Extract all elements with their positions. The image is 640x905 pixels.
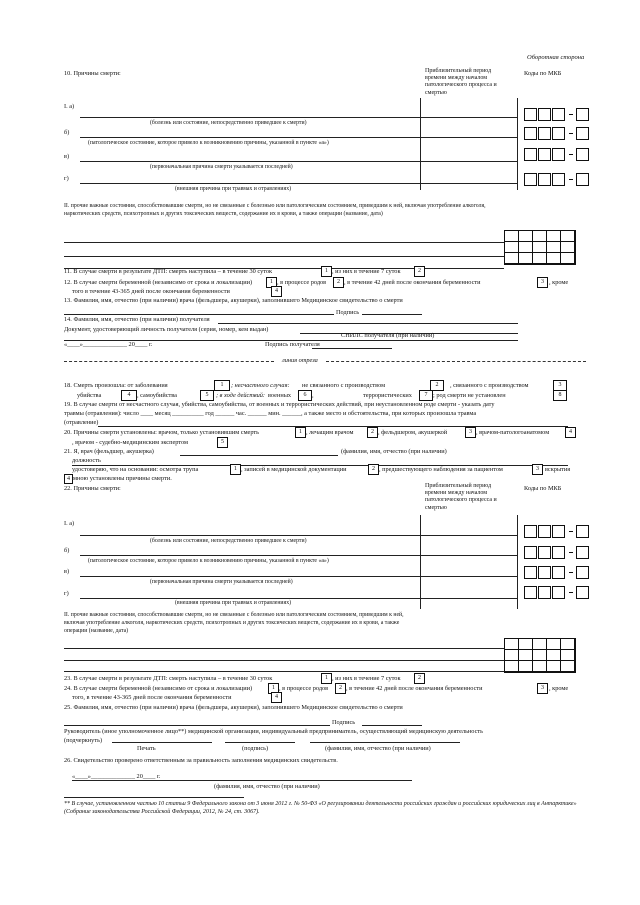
s25-head: Руководитель (иное уполномоченное лицо**) медицинской организации, индивидуальный предприниматель, осуществляющий медицинскую деятельность: [64, 728, 484, 735]
s24-line2: того, в течение 43-365 дней после окончания беременности: [72, 694, 232, 701]
section-10-part2: II. прочие важные состояния, способствовавшие смерти, но не связанные с болезнью или патологическим состоянием, приведшим к ней, включая употребление алкоголя, наркотических средств, психотропных и других токсических веществ, содержание их в крови, а также операции (название, дата): [64, 203, 486, 217]
s18-l2-b: , самоубийства: [137, 392, 177, 399]
s14-snils: СНИЛС получателя (при наличии): [341, 332, 435, 339]
s24-box-3[interactable]: 3: [537, 683, 548, 694]
s24-text: 24. В случае смерти беременной (независимо от срока и локализации): [64, 685, 253, 692]
s21-line3: удостоверяю, что на основании: осмотра трупа: [72, 466, 199, 473]
s24-box-1[interactable]: 1: [268, 683, 279, 694]
s19-line2: травмы (отравления): число ____ месяц __________ год ______ час. ______ мин. ______, а также место и обстоятельства, при которых произошла травма: [64, 410, 477, 417]
s18-box-1[interactable]: 1: [214, 380, 230, 391]
s18-box-6[interactable]: 6: [298, 390, 312, 401]
s26-date: «____»______________ 20____ г.: [72, 773, 161, 780]
page-side-label: Оборотная сторона: [527, 54, 585, 61]
s14-doc: Документ, удостоверяющий личность получателя (серия, номер, кем выдан): [64, 326, 269, 333]
s22-mkb-code-v[interactable]: [524, 566, 589, 579]
mkb-code-a[interactable]: [524, 108, 589, 121]
s12-text-b: , в процессе родов: [277, 279, 327, 286]
s18-box-2[interactable]: 2: [430, 380, 444, 391]
s18-l2-a: убийства: [77, 392, 102, 399]
s21-box-3[interactable]: 3: [532, 464, 543, 475]
section-22-part2-codes[interactable]: [504, 638, 576, 673]
s22-mkb-code-g[interactable]: [524, 586, 589, 599]
cut-line-left: [64, 361, 274, 362]
s25-fio-sub: (фамилия, имя, отчество (при наличии): [325, 745, 431, 752]
s11-text: 11. В случае смерти в результате ДТП: смерть наступила – в течение 30 суток: [64, 268, 273, 275]
s18-text-c: не связанного с производством: [302, 382, 386, 389]
s18-box-5[interactable]: 5: [200, 390, 214, 401]
s19-line3: (отравление): [64, 419, 99, 426]
s18-text-b: ; несчастного случая:: [231, 382, 290, 389]
s14-sign: Подпись получателя: [265, 341, 320, 348]
s21-line3-c: , предшествующего наблюдения за пациентом: [379, 466, 503, 473]
s22-row-v-note: (первоначальная причина смерти указывается последней): [150, 579, 293, 585]
s18-box-4[interactable]: 4: [121, 390, 137, 401]
s11-box-2[interactable]: 2: [414, 266, 425, 277]
s22-row-g-note: (внешняя причина при травмах и отравлениях): [175, 600, 292, 606]
s26-text: 26. Свидетельство проверено ответственным за правильность заполнения медицинских свидетельств.: [64, 757, 338, 764]
section-10-title: 10. Причины смерти:: [64, 70, 121, 77]
s22-row-v-label: в): [64, 568, 70, 575]
s13-text: 13. Фамилия, имя, отчество (при наличии) врача (фельдшера, акушерки), заполнившего Медицинское свидетельство о смерти: [64, 297, 403, 304]
s18-box-8[interactable]: 8: [553, 390, 567, 401]
s25-sign-sub: (подпись): [242, 745, 269, 752]
s24-box-2[interactable]: 2: [335, 683, 346, 694]
s20-box-5[interactable]: 5: [217, 437, 228, 448]
mkb-code-b[interactable]: [524, 127, 589, 140]
s25-stamp: Печать: [137, 745, 156, 752]
s20-text: 20. Причины смерти установлены: врачом, только установившим смерть: [64, 429, 260, 436]
s20-box-4[interactable]: 4: [565, 427, 576, 438]
s19-line1: 19. В случае смерти от несчастного случая, убийства, самоубийства, от военных и террористических действий, при неустановленном роде смерти - указать дату: [64, 401, 495, 408]
s12-box-4[interactable]: 4: [271, 286, 282, 297]
row-v-label: в): [64, 153, 70, 160]
s18-l2-e: ,: [312, 392, 314, 399]
row-b-label: б): [64, 129, 70, 136]
s21-line4: мною установлены причины смерти.: [73, 475, 172, 482]
s21-position: должность: [72, 457, 101, 464]
s12-box-1[interactable]: 1: [266, 277, 277, 288]
s25-sign: Подпись: [332, 719, 356, 726]
s23-box-1[interactable]: 1: [321, 673, 332, 684]
section-22-part2: II. прочие важные состояния, способствовавшие смерти, но не связанные с болезнью или патологическим состоянием, приведшим к ней, включая употребление алкоголя, наркотических средств, психотропных и других токсических веществ, содержание их в крови, а также операции (название, дата): [64, 612, 404, 634]
s20-text-d: , врачом-патологоанатомом: [476, 429, 550, 436]
s22-row-a-label: I. а): [64, 520, 75, 527]
cut-line-right: [326, 361, 586, 362]
s26-fio-sub: (фамилия, имя, отчество (при наличии): [214, 783, 320, 790]
s20-text-c: , фельдшером, акушеркой: [378, 429, 448, 436]
s12-text-d: , кроме: [549, 279, 569, 286]
s22-row-a-note: (болезнь или состояние, непосредственно приведшее к смерти): [150, 538, 307, 544]
s18-l2-c: ; в ходе действий:: [216, 392, 265, 399]
row-b-note: (патологическое состояние, которое привело к возникновению причины, указанной в пункте «а»): [88, 140, 329, 146]
s18-l2-f: террористических: [363, 392, 412, 399]
s24-box-4[interactable]: 4: [271, 692, 282, 703]
s21-fio-label: (фамилия, имя, отчество (при наличии): [341, 448, 447, 455]
s20-box-1[interactable]: 1: [295, 427, 306, 438]
s21-text: 21. Я, врач (фельдшер, акушерка): [64, 448, 154, 455]
mkb-code-g[interactable]: [524, 173, 589, 186]
s12-box-2[interactable]: 2: [333, 277, 344, 288]
s21-line3-d: вскрытия: [545, 466, 571, 473]
s20-box-3[interactable]: 3: [465, 427, 476, 438]
s18-text: 18. Смерть произошла: от заболевания: [64, 382, 168, 389]
row-g-label: г): [64, 175, 69, 182]
s23-text-b: , из них в течение 7 суток: [332, 675, 401, 682]
s24-text-c: , в течение 42 дней после окончания беременности: [346, 685, 483, 692]
s21-box-4[interactable]: 4: [64, 474, 73, 484]
cut-line-label: линия отреза: [282, 357, 318, 364]
s25-head-sub: (подчеркнуть): [64, 737, 103, 744]
s11-text-b: , из них в течение 7 суток: [332, 268, 401, 275]
s20-text-b: , лечащим врачом: [306, 429, 354, 436]
row-a-label: I. а): [64, 103, 75, 110]
s23-box-2[interactable]: 2: [414, 673, 425, 684]
section-10-mkb-header: Коды по МКБ: [524, 70, 562, 77]
s25-text: 25. Фамилия, имя, отчество (при наличии) врача (фельдшера, акушерки), заполнившего Медицинское свидетельство о смерти: [64, 704, 403, 711]
s21-box-1[interactable]: 1: [230, 464, 241, 475]
section-10-part2-codes[interactable]: [504, 230, 576, 265]
s22-row-b-note: (патологическое состояние, которое привело к возникновению причины, указанной в пункте «а»): [88, 558, 329, 564]
section-22-period-header: Приблизительный период времени между началом патологического процесса и смертью: [425, 483, 497, 511]
section-22-title: 22. Причины смерти:: [64, 485, 121, 492]
s24-text-b: , в процессе родов: [279, 685, 329, 692]
s18-l2-g: ; род смерти не установлен: [433, 392, 506, 399]
s18-text-d: , связанного с производством: [450, 382, 529, 389]
s24-text-d: , кроме: [549, 685, 569, 692]
s12-line2: того в течение 43-365 дней после окончания беременности: [72, 288, 230, 295]
s14-text: 14. Фамилия, имя, отчество (при наличии) получателя: [64, 316, 210, 323]
s12-box-3[interactable]: 3: [537, 277, 548, 288]
section-22-mkb-header: Коды по МКБ: [524, 485, 562, 492]
s12-text: 12. В случае смерти беременной (независимо от срока и локализации): [64, 279, 253, 286]
s23-text: 23. В случае смерти в результате ДТП: смерть наступила – в течение 30 суток: [64, 675, 273, 682]
s22-row-g-label: г): [64, 590, 69, 597]
s18-box-3[interactable]: 3: [553, 380, 567, 391]
row-g-note: (внешняя причина при травмах и отравлениях): [175, 186, 292, 192]
section-10-period-header: Приблизительный период времени между началом патологического процесса и смертью: [425, 68, 497, 96]
s22-mkb-code-a[interactable]: [524, 525, 589, 538]
s20-box-2[interactable]: 2: [367, 427, 378, 438]
s18-box-7[interactable]: 7: [419, 390, 433, 401]
s20-line2: , врачом - судебно-медицинским экспертом: [72, 439, 188, 446]
s22-row-b-label: б): [64, 547, 70, 554]
s14-date: «____»______________ 20____ г.: [64, 341, 153, 348]
s22-mkb-code-b[interactable]: [524, 546, 589, 559]
s12-text-c: , в течение 42 дней после окончания беременности: [344, 279, 481, 286]
s11-box-1[interactable]: 1: [321, 266, 332, 277]
s21-line3-b: , записей в медицинской документации: [241, 466, 347, 473]
row-v-note: (первоначальная причина смерти указывается последней): [150, 164, 293, 170]
mkb-code-v[interactable]: [524, 148, 589, 161]
footnote: ** В случае, установленном частью 10 статьи 9 Федерального закона от 3 июня 2012 г. № 50-ФЗ «О регулировании деятельности российских граждан и российских юридических лиц в Антарктике» (Собрание законодательства Российской Федерации, 2012, № 24, ст. 3067).: [64, 801, 577, 815]
s21-box-2[interactable]: 2: [368, 464, 379, 475]
s13-sign: Подпись: [336, 309, 360, 316]
row-a-note: (болезнь или состояние, непосредственно приведшее к смерти): [150, 120, 307, 126]
s18-l2-d: военных: [268, 392, 292, 399]
